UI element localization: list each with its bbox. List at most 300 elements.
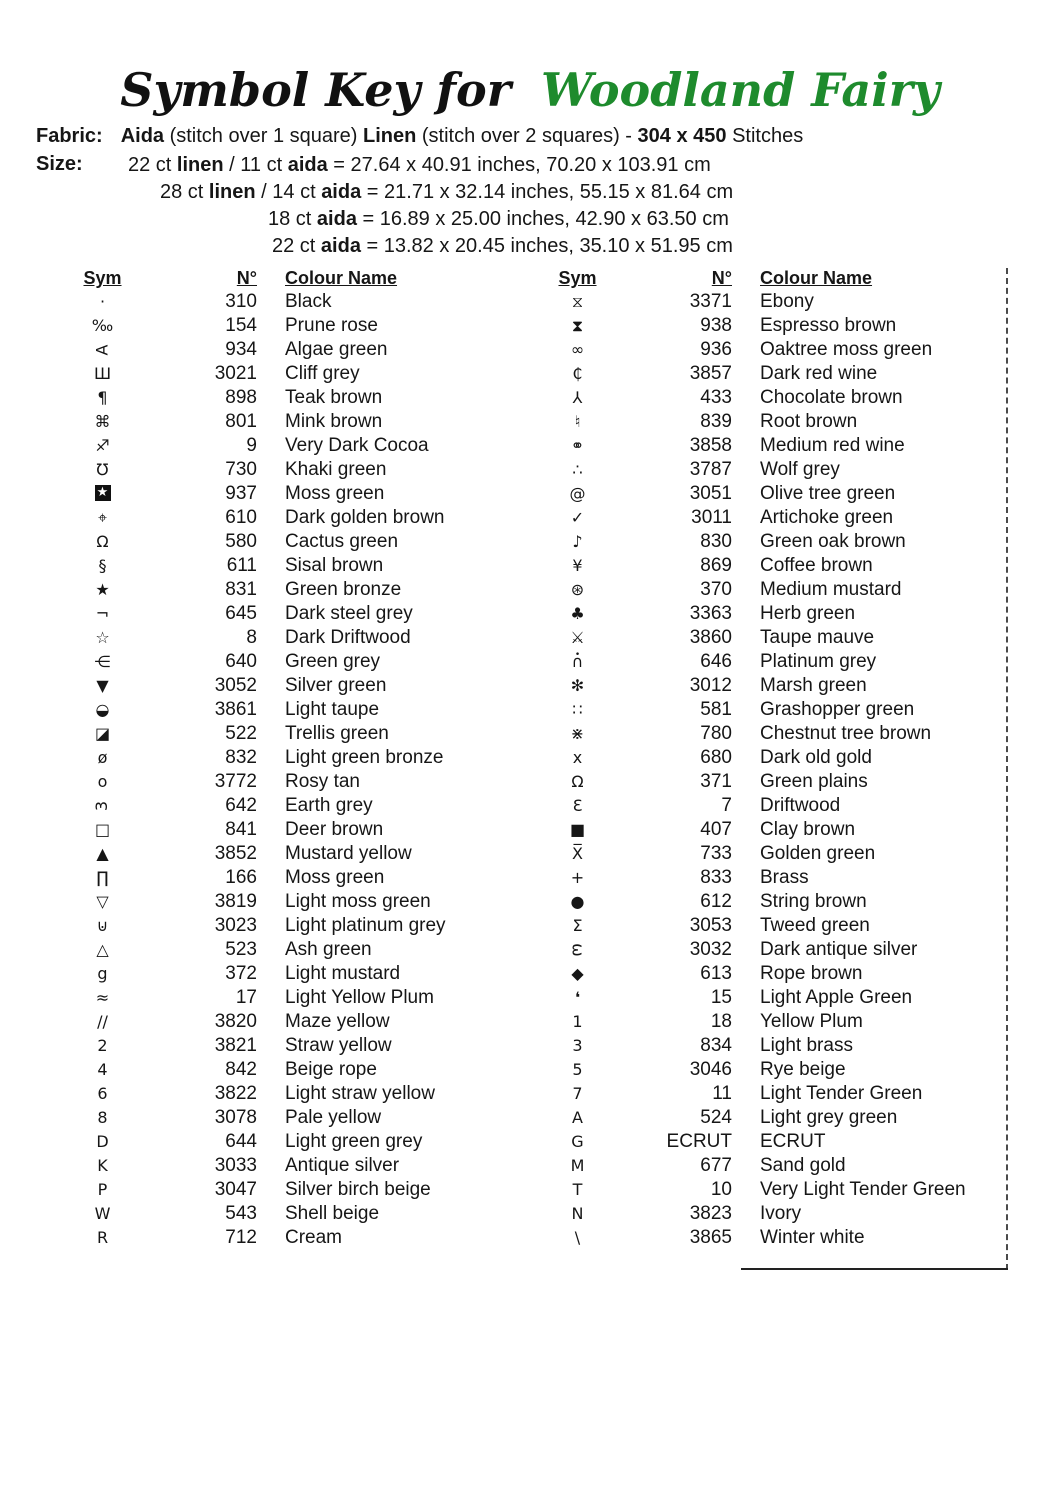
stitch-symbol-icon: ω bbox=[568, 943, 588, 957]
number-cell: 3787 bbox=[689, 459, 732, 480]
colour-name-cell: Sand gold bbox=[760, 1155, 846, 1176]
size-block bbox=[0, 152, 1060, 260]
colour-name-cell: Very Dark Cocoa bbox=[285, 435, 429, 456]
stitch-symbol-icon: R bbox=[96, 1228, 109, 1247]
table-header-name-label: Colour Name bbox=[760, 268, 873, 288]
symbol-cell bbox=[535, 770, 620, 794]
colour-name-cell: Medium mustard bbox=[760, 579, 902, 600]
text-segment: aida bbox=[316, 208, 357, 230]
colour-name-cell: Earth grey bbox=[285, 795, 373, 816]
number-cell: 3052 bbox=[214, 675, 257, 696]
table-row bbox=[535, 1154, 1008, 1178]
symbol-cell bbox=[535, 1034, 620, 1058]
table-row bbox=[60, 914, 535, 938]
colour-name-cell: Light Apple Green bbox=[760, 987, 913, 1008]
stitch-symbol-icon: D bbox=[96, 1132, 109, 1151]
colour-name-cell: Silver green bbox=[285, 675, 387, 696]
table-row bbox=[60, 1202, 535, 1226]
stitch-symbol-icon: ⧖ bbox=[571, 292, 584, 311]
text-segment: = 13.82 x 20.45 inches, 35.10 x 51.95 cm bbox=[360, 235, 733, 257]
symbol-cell bbox=[535, 1106, 620, 1130]
number-cell: 3046 bbox=[689, 1059, 732, 1080]
stitch-symbol-icon: W bbox=[94, 1204, 111, 1223]
number-cell: 3860 bbox=[689, 627, 732, 648]
text-segment: = 27.64 x 40.91 inches, 70.20 x 103.91 cm bbox=[327, 154, 711, 176]
table-row bbox=[535, 1106, 1008, 1130]
stitch-symbol-icon: x bbox=[572, 748, 583, 767]
number-cell: 15 bbox=[710, 987, 732, 1008]
number-cell: 610 bbox=[225, 507, 257, 528]
number-cell: 645 bbox=[225, 603, 257, 624]
table-row bbox=[60, 410, 535, 434]
stitch-symbol-icon: ★ bbox=[95, 485, 111, 501]
colour-name-cell: Light brass bbox=[760, 1035, 853, 1056]
table-row bbox=[60, 1226, 535, 1250]
right-border-line bbox=[1006, 268, 1008, 1270]
symbol-cell bbox=[535, 626, 620, 650]
table-row bbox=[60, 290, 535, 314]
colour-name-cell: Silver birch beige bbox=[285, 1179, 431, 1200]
table-row bbox=[60, 986, 535, 1010]
stitch-symbol-icon: ∩ • bbox=[572, 650, 584, 674]
table-row bbox=[535, 794, 1008, 818]
number-cell: 10 bbox=[710, 1179, 732, 1200]
stitch-symbol-icon: P bbox=[97, 1180, 108, 1199]
table-row bbox=[60, 1034, 535, 1058]
stitch-symbol-icon: □ bbox=[94, 820, 111, 839]
colour-name-cell: Straw yellow bbox=[285, 1035, 392, 1056]
symbol-cell bbox=[535, 1154, 620, 1178]
stitch-symbol-icon: ▲ bbox=[96, 844, 109, 863]
colour-name-cell: Sisal brown bbox=[285, 555, 384, 576]
number-cell: 581 bbox=[700, 699, 732, 720]
table-header-n-label: N° bbox=[711, 268, 732, 288]
colour-name-cell: Rye beige bbox=[760, 1059, 846, 1080]
table-row bbox=[535, 506, 1008, 530]
text-segment: (stitch over 2 squares) - bbox=[416, 125, 638, 147]
number-cell: 834 bbox=[700, 1035, 732, 1056]
colour-name-cell: Antique silver bbox=[285, 1155, 400, 1176]
colour-name-cell: Cliff grey bbox=[285, 363, 360, 384]
table-row bbox=[60, 338, 535, 362]
symbol-cell bbox=[60, 722, 145, 746]
colour-name-cell: Beige rope bbox=[285, 1059, 377, 1080]
size-line bbox=[128, 152, 1060, 179]
stitch-symbol-icon: Ɛ bbox=[572, 796, 583, 815]
table-row bbox=[60, 530, 535, 554]
colour-name-cell: Green plains bbox=[760, 771, 868, 792]
colour-name-cell: Rosy tan bbox=[285, 771, 360, 792]
symbol-cell bbox=[60, 986, 145, 1010]
stitch-symbol-icon: M bbox=[570, 1156, 585, 1175]
symbol-cell bbox=[535, 530, 620, 554]
stitch-symbol-icon: ⋇ bbox=[570, 724, 585, 743]
colour-name-cell: String brown bbox=[760, 891, 867, 912]
number-cell: ECRUT bbox=[666, 1131, 732, 1152]
number-cell: 3011 bbox=[691, 507, 732, 528]
symbol-cell bbox=[60, 962, 145, 986]
symbol-cell bbox=[60, 290, 145, 314]
number-cell: 3772 bbox=[214, 771, 257, 792]
table-header-name bbox=[257, 266, 535, 290]
table-row bbox=[535, 1178, 1008, 1202]
symbol-cell bbox=[60, 458, 145, 482]
table-row bbox=[60, 506, 535, 530]
symbol-cell bbox=[60, 1130, 145, 1154]
stitch-symbol-icon: ⅄ bbox=[572, 388, 583, 407]
bottom-border-line bbox=[741, 1268, 1008, 1270]
colour-name-cell: Mink brown bbox=[285, 411, 383, 432]
table-row bbox=[535, 1202, 1008, 1226]
colour-name-cell: Algae green bbox=[285, 339, 388, 360]
symbol-cell bbox=[60, 362, 145, 386]
colour-name-cell: Chestnut tree brown bbox=[760, 723, 932, 744]
colour-name-cell: Light platinum grey bbox=[285, 915, 446, 936]
fabric-label: Fabric: bbox=[36, 125, 103, 147]
symbol-cell bbox=[535, 962, 620, 986]
number-cell: 3023 bbox=[214, 915, 257, 936]
number-cell: 407 bbox=[700, 819, 732, 840]
stitch-symbol-icon: A bbox=[92, 344, 112, 356]
stitch-symbol-icon: ℧ bbox=[96, 460, 109, 479]
table-header-sym bbox=[535, 266, 620, 290]
number-cell: 712 bbox=[225, 1227, 257, 1248]
colour-name-cell: Light Tender Green bbox=[760, 1083, 923, 1104]
stitch-symbol-icon: ✓ bbox=[570, 508, 585, 527]
stitch-symbol-icon: ▼ bbox=[96, 676, 109, 695]
table-row bbox=[535, 554, 1008, 578]
colour-name-cell: Dark old gold bbox=[760, 747, 872, 768]
symbol-cell bbox=[60, 1082, 145, 1106]
text-segment: / 11 ct bbox=[223, 154, 288, 176]
symbol-cell bbox=[60, 818, 145, 842]
symbol-cell bbox=[535, 1226, 620, 1250]
table-row bbox=[60, 722, 535, 746]
symbol-cell bbox=[60, 674, 145, 698]
stitch-symbol-icon: K bbox=[97, 1156, 108, 1175]
text-segment: aida bbox=[287, 154, 328, 176]
symbol-cell bbox=[535, 410, 620, 434]
stitch-symbol-icon: N bbox=[571, 1204, 584, 1223]
colour-name-cell: Light green bronze bbox=[285, 747, 444, 768]
stitch-symbol-icon: ♪ bbox=[572, 532, 583, 551]
table-row bbox=[60, 770, 535, 794]
colour-name-cell: Herb green bbox=[760, 603, 856, 624]
symbol-cell bbox=[535, 722, 620, 746]
number-cell: 3012 bbox=[689, 675, 732, 696]
table-row bbox=[60, 1178, 535, 1202]
table-header-row bbox=[535, 266, 1008, 290]
stitch-symbol-icon: ⊛ bbox=[570, 580, 585, 599]
symbol-cell bbox=[535, 554, 620, 578]
colour-name-cell: Maze yellow bbox=[285, 1011, 390, 1032]
stitch-symbol-icon: ✻ bbox=[570, 676, 585, 695]
table-row bbox=[60, 578, 535, 602]
symbol-cell bbox=[535, 650, 620, 674]
number-cell: 3053 bbox=[689, 915, 732, 936]
stitch-symbol-icon: ⚭ bbox=[570, 436, 585, 455]
table-header-n-label: N° bbox=[236, 268, 257, 288]
number-cell: 11 bbox=[712, 1083, 732, 1104]
table-row bbox=[60, 890, 535, 914]
text-segment: / 14 ct bbox=[255, 181, 322, 203]
symbol-cell bbox=[60, 434, 145, 458]
number-cell: 934 bbox=[225, 339, 257, 360]
colour-name-cell: Taupe mauve bbox=[760, 627, 875, 648]
stitch-symbol-icon: ¶ bbox=[97, 388, 108, 407]
number-cell: 3051 bbox=[689, 483, 732, 504]
stitch-symbol-icon: 3 bbox=[572, 1036, 583, 1055]
table-header-sym bbox=[60, 266, 145, 290]
symbol-cell bbox=[60, 794, 145, 818]
colour-name-cell: Yellow Plum bbox=[760, 1011, 863, 1032]
table-row bbox=[60, 458, 535, 482]
table-header-sym-label: Sym bbox=[558, 268, 597, 288]
symbol-cell bbox=[60, 1034, 145, 1058]
stitch-symbol-icon: ◒ bbox=[95, 700, 110, 719]
symbol-cell bbox=[535, 1202, 620, 1226]
table-row bbox=[535, 818, 1008, 842]
table-row bbox=[535, 1082, 1008, 1106]
stitch-symbol-icon: ▽ bbox=[96, 892, 109, 911]
colour-name-cell: Prune rose bbox=[285, 315, 378, 336]
table-row bbox=[60, 842, 535, 866]
stitch-symbol-icon: // bbox=[97, 1012, 108, 1031]
table-row bbox=[535, 770, 1008, 794]
number-cell: 832 bbox=[225, 747, 257, 768]
table-row bbox=[535, 650, 1008, 674]
number-cell: 7 bbox=[721, 795, 732, 816]
number-cell: 642 bbox=[225, 795, 257, 816]
table-row bbox=[60, 674, 535, 698]
number-cell: 3032 bbox=[689, 939, 732, 960]
colour-name-cell: Light moss green bbox=[285, 891, 431, 912]
symbol-cell bbox=[535, 1178, 620, 1202]
table-row bbox=[60, 650, 535, 674]
number-cell: 801 bbox=[225, 411, 257, 432]
table-row bbox=[535, 434, 1008, 458]
stitch-symbol-icon: ⚔ bbox=[570, 628, 585, 647]
symbol-cell bbox=[60, 578, 145, 602]
text-segment: = 21.71 x 32.14 inches, 55.15 x 81.64 cm bbox=[361, 181, 734, 203]
number-cell: 869 bbox=[700, 555, 732, 576]
stitch-symbol-icon: ∴ bbox=[572, 460, 583, 479]
stitch-symbol-icon: + bbox=[570, 868, 585, 887]
colour-name-cell: Rope brown bbox=[760, 963, 863, 984]
number-cell: 680 bbox=[700, 747, 732, 768]
colour-name-cell: Light mustard bbox=[285, 963, 401, 984]
stitch-symbol-icon: △ bbox=[96, 940, 109, 959]
number-cell: 733 bbox=[700, 843, 732, 864]
stitch-symbol-icon: ■ bbox=[569, 820, 586, 839]
stitch-symbol-icon: Ш bbox=[93, 364, 112, 383]
text-segment: 22 ct bbox=[128, 154, 177, 176]
colour-name-cell: Ash green bbox=[285, 939, 372, 960]
table-row bbox=[60, 386, 535, 410]
table-row bbox=[60, 554, 535, 578]
table-row bbox=[535, 338, 1008, 362]
stitch-symbol-icon: ♮ bbox=[574, 412, 581, 431]
text-segment: linen bbox=[208, 181, 256, 203]
table-row bbox=[535, 1226, 1008, 1250]
number-cell: 646 bbox=[700, 651, 732, 672]
number-cell: 937 bbox=[225, 483, 257, 504]
stitch-symbol-icon: 6 bbox=[97, 1084, 108, 1103]
number-cell: 523 bbox=[225, 939, 257, 960]
text-segment: = 16.89 x 25.00 inches, 42.90 x 63.50 cm bbox=[356, 208, 729, 230]
number-cell: 310 bbox=[225, 291, 257, 312]
stitch-symbol-icon: ◆ bbox=[571, 964, 584, 983]
number-cell: 166 bbox=[225, 867, 257, 888]
symbol-cell bbox=[60, 626, 145, 650]
table-row bbox=[535, 1058, 1008, 1082]
symbol-cell bbox=[60, 506, 145, 530]
number-cell: 677 bbox=[700, 1155, 732, 1176]
number-cell: 8 bbox=[246, 627, 257, 648]
symbol-cell bbox=[535, 434, 620, 458]
stitch-symbol-icon: ¥ bbox=[572, 556, 583, 575]
table-row bbox=[60, 746, 535, 770]
text-segment: aida bbox=[321, 181, 362, 203]
symbol-cell bbox=[60, 338, 145, 362]
colour-name-cell: ECRUT bbox=[760, 1131, 826, 1152]
table-row bbox=[60, 1010, 535, 1034]
number-cell: 3823 bbox=[689, 1203, 732, 1224]
stitch-symbol-icon: ∏ bbox=[96, 868, 109, 887]
number-cell: 830 bbox=[700, 531, 732, 552]
page-title bbox=[0, 63, 1060, 117]
colour-name-cell: Light green grey bbox=[285, 1131, 423, 1152]
size-label: Size: bbox=[36, 153, 83, 175]
number-cell: 371 bbox=[700, 771, 732, 792]
stitch-symbol-icon: · bbox=[99, 292, 106, 311]
stitch-symbol-icon: ● bbox=[570, 892, 585, 911]
colour-name-cell: Tweed green bbox=[760, 915, 870, 936]
table-row bbox=[535, 314, 1008, 338]
stitch-symbol-icon: ⌖ bbox=[97, 508, 107, 527]
colour-name-cell: Platinum grey bbox=[760, 651, 877, 672]
table-row bbox=[535, 410, 1008, 434]
table-row bbox=[60, 362, 535, 386]
number-cell: 3820 bbox=[214, 1011, 257, 1032]
number-cell: 831 bbox=[225, 579, 257, 600]
table-row bbox=[60, 1082, 535, 1106]
stitch-symbol-icon: 4 bbox=[97, 1060, 108, 1079]
number-cell: 613 bbox=[700, 963, 732, 984]
colour-name-cell: Grashopper green bbox=[760, 699, 915, 720]
table-row bbox=[60, 626, 535, 650]
table-row bbox=[60, 794, 535, 818]
colour-name-cell: Ivory bbox=[760, 1203, 802, 1224]
table-row bbox=[60, 1154, 535, 1178]
symbol-cell bbox=[535, 362, 620, 386]
number-cell: 580 bbox=[225, 531, 257, 552]
text-segment: (stitch over 1 square) bbox=[164, 125, 363, 147]
stitch-symbol-icon: ø bbox=[97, 748, 108, 767]
colour-name-cell: Dark steel grey bbox=[285, 603, 413, 624]
number-cell: 780 bbox=[700, 723, 732, 744]
colour-name-cell: Green oak brown bbox=[760, 531, 906, 552]
table-row bbox=[535, 914, 1008, 938]
stitch-symbol-icon: T bbox=[572, 1180, 583, 1199]
number-cell: 3821 bbox=[214, 1035, 257, 1056]
colour-name-cell: Shell beige bbox=[285, 1203, 380, 1224]
text-segment: Aida bbox=[120, 125, 165, 147]
stitch-symbol-icon: o bbox=[97, 772, 108, 791]
table-row bbox=[535, 290, 1008, 314]
colour-name-cell: Green grey bbox=[285, 651, 381, 672]
stitch-symbol-icon: \ bbox=[574, 1228, 581, 1247]
table-row bbox=[535, 362, 1008, 386]
symbol-cell bbox=[535, 1058, 620, 1082]
symbol-cell bbox=[60, 530, 145, 554]
symbol-cell bbox=[535, 890, 620, 914]
title-prefix: Symbol Key for bbox=[120, 63, 511, 117]
table-row bbox=[60, 1058, 535, 1082]
colour-name-cell: Deer brown bbox=[285, 819, 384, 840]
number-cell: 833 bbox=[700, 867, 732, 888]
colour-name-cell: Winter white bbox=[760, 1227, 865, 1248]
symbol-cell bbox=[535, 482, 620, 506]
symbol-cell bbox=[535, 698, 620, 722]
symbol-cell bbox=[535, 986, 620, 1010]
symbol-cell bbox=[60, 1058, 145, 1082]
number-cell: 842 bbox=[225, 1059, 257, 1080]
size-line bbox=[160, 179, 1060, 206]
colour-name-cell: Wolf grey bbox=[760, 459, 840, 480]
text-segment: Linen bbox=[363, 125, 417, 147]
colour-name-cell: Light taupe bbox=[285, 699, 380, 720]
stitch-symbol-icon: ★ bbox=[95, 580, 110, 599]
symbol-cell bbox=[535, 746, 620, 770]
table-header-n bbox=[620, 266, 732, 290]
symbol-cell bbox=[535, 866, 620, 890]
stitch-symbol-icon: ⊍ bbox=[96, 916, 109, 935]
symbol-cell bbox=[60, 866, 145, 890]
symbol-cell bbox=[60, 938, 145, 962]
symbol-cell bbox=[535, 794, 620, 818]
title-pattern-name: Woodland Fairy bbox=[540, 63, 940, 117]
table-row bbox=[535, 890, 1008, 914]
table-row bbox=[60, 434, 535, 458]
symbol-cell bbox=[60, 770, 145, 794]
colour-name-cell: Oaktree moss green bbox=[760, 339, 933, 360]
stitch-symbol-icon: G bbox=[571, 1132, 584, 1151]
number-cell: 17 bbox=[235, 987, 257, 1008]
colour-name-cell: Espresso brown bbox=[760, 315, 897, 336]
symbol-cell bbox=[60, 1106, 145, 1130]
number-cell: 730 bbox=[225, 459, 257, 480]
text-segment: linen bbox=[176, 154, 224, 176]
table-row bbox=[535, 866, 1008, 890]
colour-name-cell: Dark antique silver bbox=[760, 939, 918, 960]
colour-name-cell: Light straw yellow bbox=[285, 1083, 435, 1104]
text-segment: Stitches bbox=[726, 125, 804, 147]
colour-name-cell: Ebony bbox=[760, 291, 814, 312]
symbol-table-left bbox=[60, 266, 535, 1270]
colour-name-cell: Brass bbox=[760, 867, 809, 888]
symbol-table-right bbox=[535, 266, 1008, 1270]
text-segment: 304 x 450 bbox=[637, 125, 727, 147]
table-row bbox=[60, 314, 535, 338]
stitch-symbol-icon: ‰ bbox=[91, 316, 114, 335]
number-cell: 372 bbox=[225, 963, 257, 984]
colour-name-cell: Moss green bbox=[285, 483, 385, 504]
number-cell: 524 bbox=[700, 1107, 732, 1128]
colour-name-cell: Trellis green bbox=[285, 723, 389, 744]
number-cell: 3033 bbox=[214, 1155, 257, 1176]
number-cell: 3857 bbox=[689, 363, 732, 384]
